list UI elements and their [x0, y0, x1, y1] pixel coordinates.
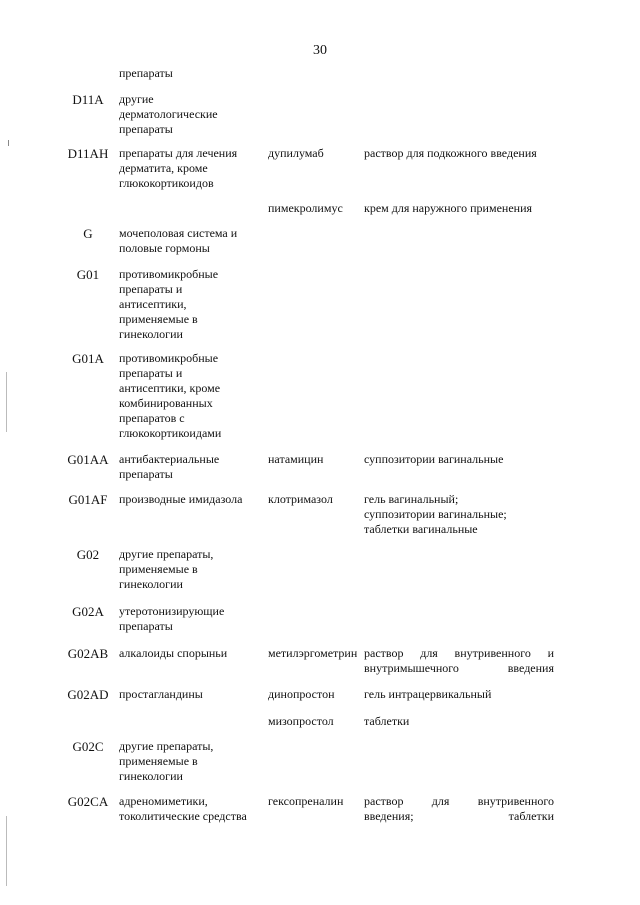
dosage-form: раствор для подкожного введения	[364, 146, 537, 160]
atc-code: G01AA	[67, 452, 109, 467]
drug-name: дупилумаб	[268, 146, 324, 160]
row-description: простагландины	[119, 687, 203, 701]
atc-code: G01AF	[68, 492, 108, 507]
atc-code: G01	[76, 267, 100, 282]
row-description: другие препараты, применяемые в гинекологии	[119, 547, 214, 591]
dosage-form: суппозитории вагинальные	[364, 452, 504, 466]
dosage-form: раствор для внутривенного введения; таблетки	[364, 794, 554, 823]
drug-name: клотримазол	[268, 492, 333, 506]
drug-name: пимекролимус	[268, 201, 343, 215]
row-description: противомикробные препараты и антисептики, применяемые в гинекологии	[119, 267, 219, 341]
atc-code: G02C	[72, 739, 104, 754]
dosage-form: гель вагинальный; суппозитории вагинальные; таблетки вагинальные	[364, 492, 507, 536]
atc-code: D11A	[72, 92, 104, 107]
scan-mark	[6, 816, 7, 886]
row-description: адреномиметики, токолитические средства	[119, 794, 247, 823]
drug-name: динопростон	[268, 687, 335, 701]
row-description: антибактериальные препараты	[119, 452, 220, 481]
drug-name: гексопреналин	[268, 794, 344, 808]
atc-code: G01A	[72, 351, 104, 366]
dosage-form: таблетки	[364, 714, 410, 728]
row-description: другие препараты, применяемые в гинекологии	[119, 739, 214, 783]
dosage-form: гель интрацервикальный	[364, 687, 492, 701]
scan-mark	[6, 372, 7, 432]
row-description: алкалоиды спорыньи	[119, 646, 228, 660]
row-description: производные имидазола	[119, 492, 243, 506]
dosage-form: крем для наружного применения	[364, 201, 533, 215]
atc-code: G02	[76, 547, 100, 562]
atc-code: G02AB	[67, 646, 109, 661]
drug-name: мизопростол	[268, 714, 334, 728]
page-number: 30	[313, 43, 327, 58]
dosage-form: раствор для внутривенного и внутримышечного введения	[364, 646, 554, 675]
row-description: мочеполовая система и половые гормоны	[119, 226, 238, 255]
drug-name: натамицин	[268, 452, 324, 466]
atc-code: D11AH	[67, 146, 109, 161]
atc-code: G02A	[72, 604, 104, 619]
row-description: препараты для лечения дерматита, кроме глюкокортикоидов	[119, 146, 238, 190]
row-description: препараты	[119, 66, 173, 80]
atc-code: G02CA	[67, 794, 109, 809]
atc-code: G	[83, 226, 93, 241]
scan-mark	[8, 140, 9, 146]
row-description: противомикробные препараты и антисептики, кроме комбинированных препаратов с глюкокортикоидами	[119, 351, 222, 440]
row-description: утеротонизирующие препараты	[119, 604, 225, 633]
row-description: другие дерматологические препараты	[119, 92, 218, 136]
atc-code: G02AD	[67, 687, 109, 702]
drug-name: метилэргометрин	[268, 646, 358, 660]
